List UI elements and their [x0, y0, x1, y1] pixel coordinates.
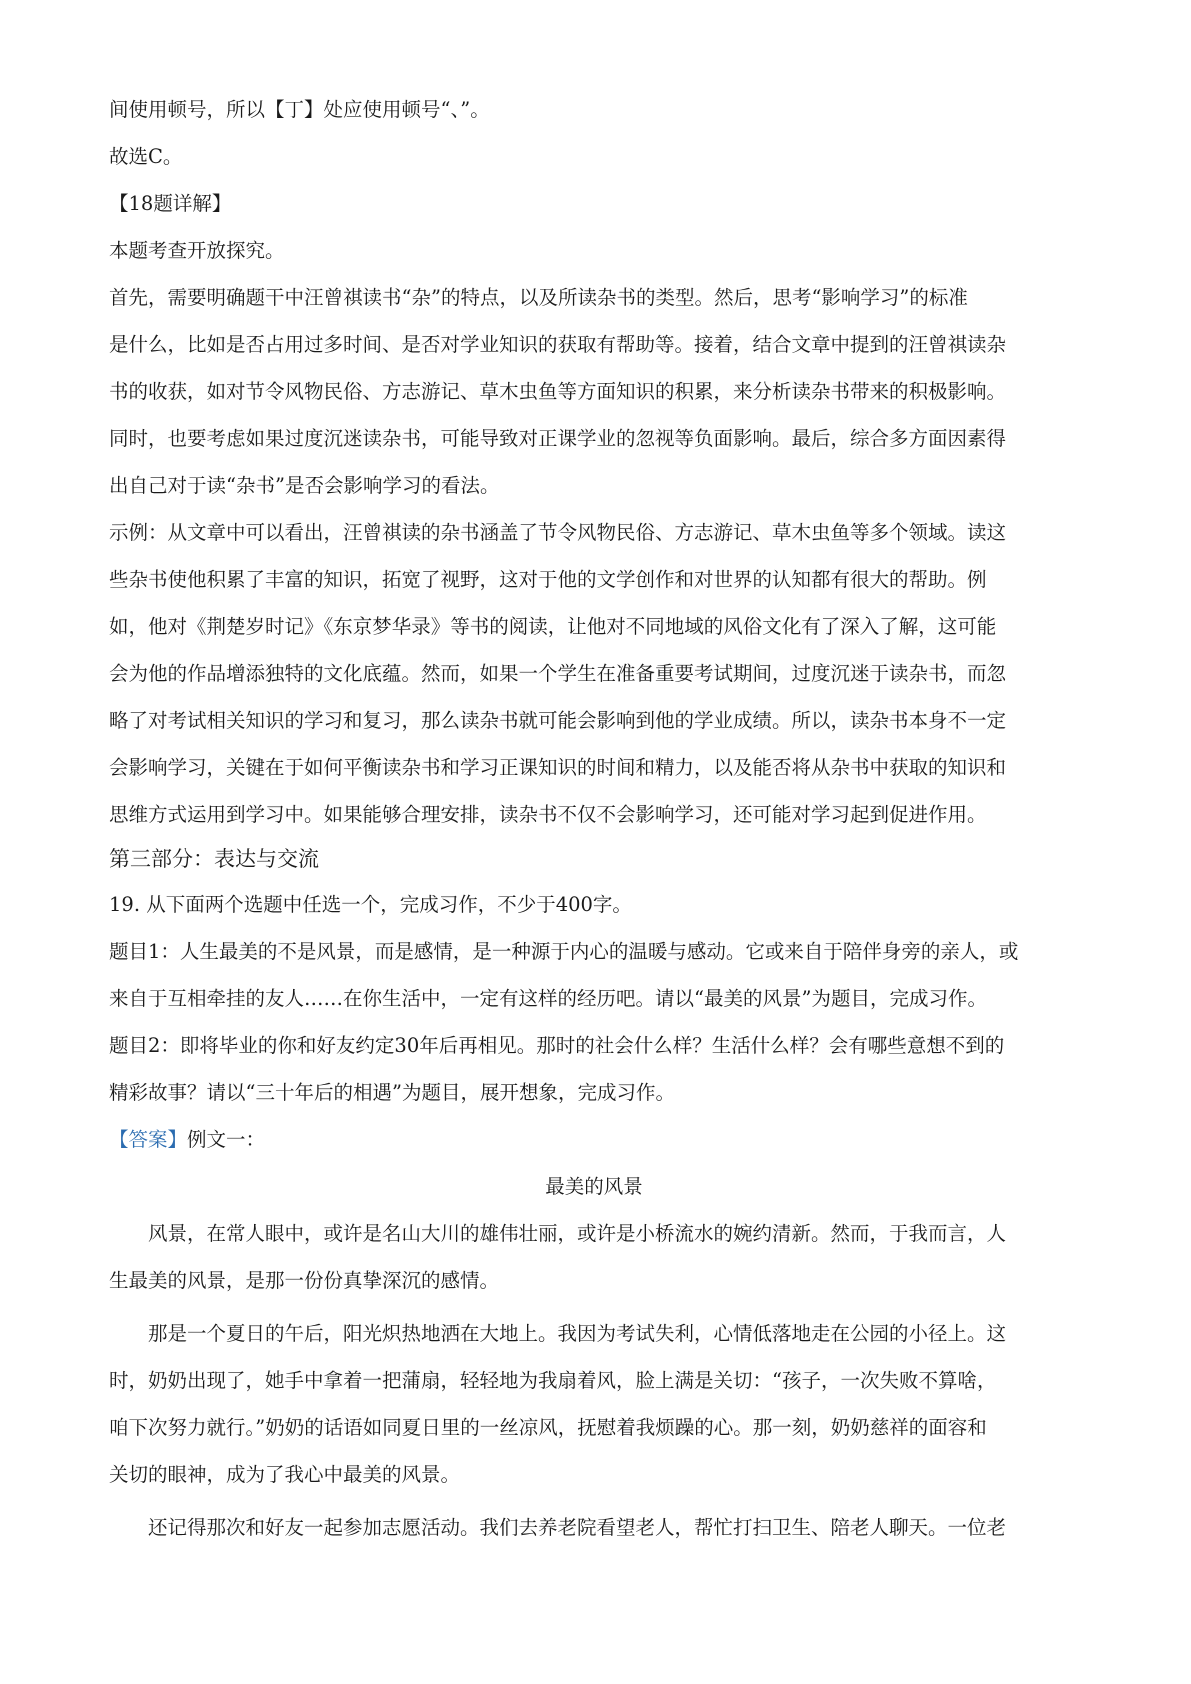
- text-line: 本题考查开放探究。: [109, 239, 285, 262]
- essay-line: 风景，在常人眼中，或许是名山大川的雄伟壮丽，或许是小桥流水的婉约清新。然而，于我而言，人: [148, 1222, 1007, 1245]
- essay-line: 关切的眼神，成为了我心中最美的风景。: [109, 1463, 461, 1486]
- question-line: 来自于互相牵挂的友人……在你生活中，一定有这样的经历吧。请以“最美的风景”为题目，完成习作。: [109, 987, 987, 1010]
- question-line: 精彩故事？请以“三十年后的相遇”为题目，展开想象，完成习作。: [109, 1081, 675, 1104]
- essay-line: 生最美的风景，是那一份份真挚深沉的感情。: [109, 1269, 500, 1292]
- section-heading: 第三部分：表达与交流: [109, 847, 319, 871]
- essay-line: 咱下次努力就行。”奶奶的话语如同夏日里的一丝凉风，抚慰着我烦躁的心。那一刻，奶奶慈祥的面容和: [109, 1416, 987, 1439]
- essay-line: 还记得那次和好友一起参加志愿活动。我们去养老院看望老人，帮忙打扫卫生、陪老人聊天。一位老: [148, 1516, 1007, 1539]
- question-line: 题目2：即将毕业的你和好友约定30年后再相见。那时的社会什么样？生活什么样？会有哪些意想不到的: [109, 1034, 1005, 1057]
- essay-title: 最美的风景: [545, 1175, 643, 1198]
- text-line: 首先，需要明确题干中汪曾祺读书“杂”的特点，以及所读杂书的类型。然后，思考“影响学习”的标准: [109, 286, 968, 309]
- text-line: 示例：从文章中可以看出，汪曾祺读的杂书涵盖了节令风物民俗、方志游记、草木虫鱼等多个领域。读这: [109, 521, 1007, 544]
- answer-line: [109, 1128, 1079, 1152]
- document-content: [109, 98, 1079, 1563]
- text-line: 间使用顿号，所以【丁】处应使用顿号“、”。: [109, 98, 490, 121]
- question-line: 题目1：人生最美的不是风景，而是感情，是一种源于内心的温暖与感动。它或来自于陪伴身旁的亲人，或: [109, 940, 1019, 963]
- text-line: 会为他的作品增添独特的文化底蕴。然而，如果一个学生在准备重要考试期间，过度沉迷于读杂书，而忽: [109, 662, 1007, 685]
- essay-line: 那是一个夏日的午后，阳光炽热地洒在大地上。我因为考试失利，心情低落地走在公园的小径上。这: [148, 1322, 1007, 1345]
- text-line: 出自己对于读“杂书”是否会影响学习的看法。: [109, 474, 500, 497]
- text-line: 书的收获，如对节令风物民俗、方志游记、草木虫鱼等方面知识的积累，来分析读杂书带来的积极影响。: [109, 380, 1007, 403]
- text-line: 会影响学习，关键在于如何平衡读杂书和学习正课知识的时间和精力，以及能否将从杂书中获取的知识和: [109, 756, 1007, 779]
- answer-text: 例文一：: [187, 1128, 266, 1151]
- text-line: 故选C。: [109, 145, 183, 168]
- answer-tag: 【答案】: [109, 1128, 188, 1151]
- text-line: 是什么，比如是否占用过多时间、是否对学业知识的获取有帮助等。接着，结合文章中提到的汪曾祺读杂: [109, 333, 1007, 356]
- text-line: 些杂书使他积累了丰富的知识，拓宽了视野，这对于他的文学创作和对世界的认知都有很大的帮助。例: [109, 568, 987, 591]
- text-line: 略了对考试相关知识的学习和复习，那么读杂书就可能会影响到他的学业成绩。所以，读杂书本身不一定: [109, 709, 1007, 732]
- text-line: 如，他对《荆楚岁时记》《东京梦华录》等书的阅读，让他对不同地域的风俗文化有了深入了解，这可能: [109, 615, 997, 638]
- question-line: 19. 从下面两个选题中任选一个，完成习作，不少于400字。: [109, 893, 632, 916]
- subsection-label: 【18题详解】: [109, 192, 232, 215]
- essay-line: 时，奶奶出现了，她手中拿着一把蒲扇，轻轻地为我扇着风，脸上满是关切：“孩子，一次失败不算啥，: [109, 1369, 997, 1392]
- text-line: 同时，也要考虑如果过度沉迷读杂书，可能导致对正课学业的忽视等负面影响。最后，综合多方面因素得: [109, 427, 1007, 450]
- text-line: 思维方式运用到学习中。如果能够合理安排，读杂书不仅不会影响学习，还可能对学习起到促进作用。: [109, 803, 987, 826]
